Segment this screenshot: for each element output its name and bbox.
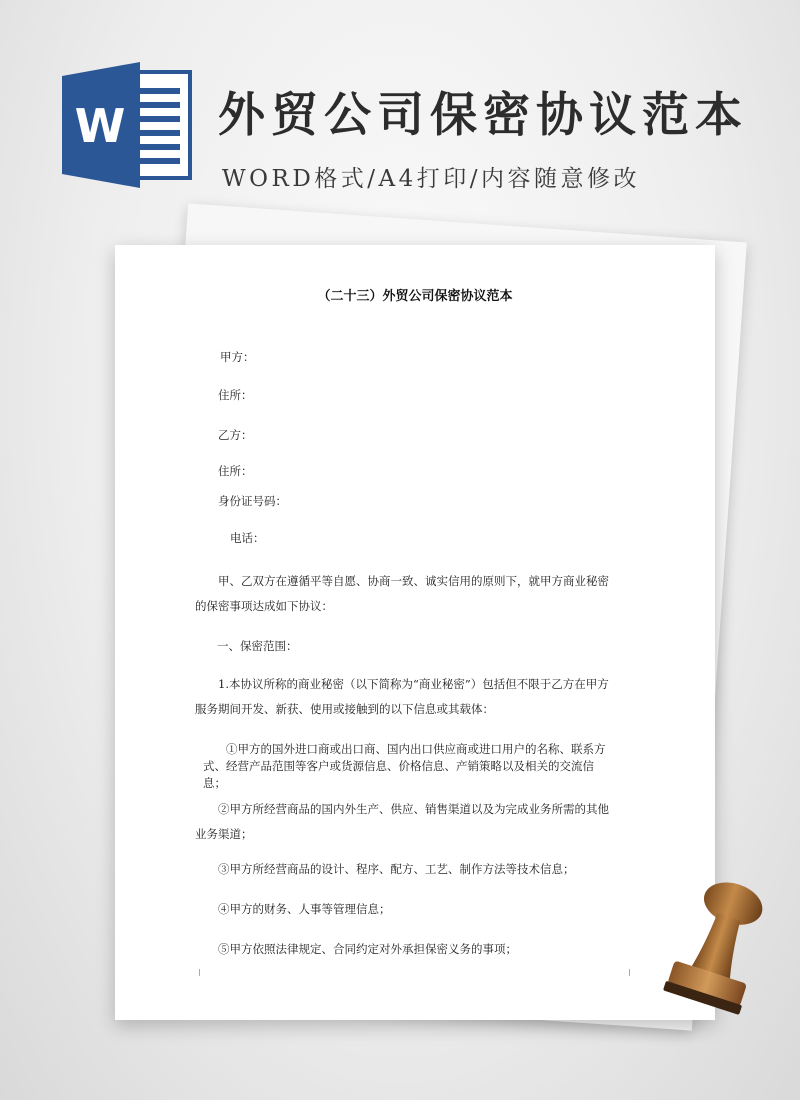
address-b-field: 住所： xyxy=(218,464,253,478)
item-2-paragraph: ②甲方所经营商品的国内外生产、供应、销售渠道以及为完成业务所需的其他业务渠道； xyxy=(195,802,609,841)
preamble-paragraph: 甲、乙双方在遵循平等自愿、协商一致、诚实信用的原则下，就甲方商业秘密的保密事项达成如下协议： xyxy=(195,574,609,613)
rubber-stamp-icon xyxy=(648,876,778,1036)
banner-title: 外贸公司保密协议范本 xyxy=(218,88,748,143)
party-b-field: 乙方： xyxy=(218,428,253,442)
item-3-paragraph: ③甲方所经营商品的设计、程序、配方、工艺、制作方法等技术信息； xyxy=(218,862,575,876)
banner-subtitle: WORD格式/A4打印/内容随意修改 xyxy=(222,166,640,192)
party-a-field: 甲方： xyxy=(220,350,255,364)
section-1-heading: 一、保密范围： xyxy=(217,639,298,653)
page-margin-mark-left xyxy=(199,969,200,976)
address-a-field: 住所： xyxy=(218,388,253,402)
clause-1-paragraph: 1.本协议所称的商业秘密（以下简称为“商业秘密”）包括但不限于乙方在甲方服务期间开发、新获、使用或接触到的以下信息或其载体： xyxy=(195,677,609,716)
document-title: （二十三）外贸公司保密协议范本 xyxy=(317,289,513,304)
phone-field: 电话： xyxy=(230,531,265,545)
item-5-paragraph: ⑤甲方依照法律规定、合同约定对外承担保密义务的事项； xyxy=(218,942,517,956)
word-logo-icon xyxy=(62,62,192,188)
item-1-paragraph: ①甲方的国外进口商或出口商、国内出口供应商或进口用户的名称、联系方式、经营产品范围等客户或货源信息、价格信息、产销策略以及相关的交流信息； xyxy=(203,742,606,790)
page-margin-mark-right xyxy=(629,969,630,976)
item-4-paragraph: ④甲方的财务、人事等管理信息； xyxy=(218,902,391,916)
id-number-field: 身份证号码： xyxy=(218,494,287,508)
word-logo-letter: W xyxy=(74,99,126,153)
document-page xyxy=(115,245,715,1020)
